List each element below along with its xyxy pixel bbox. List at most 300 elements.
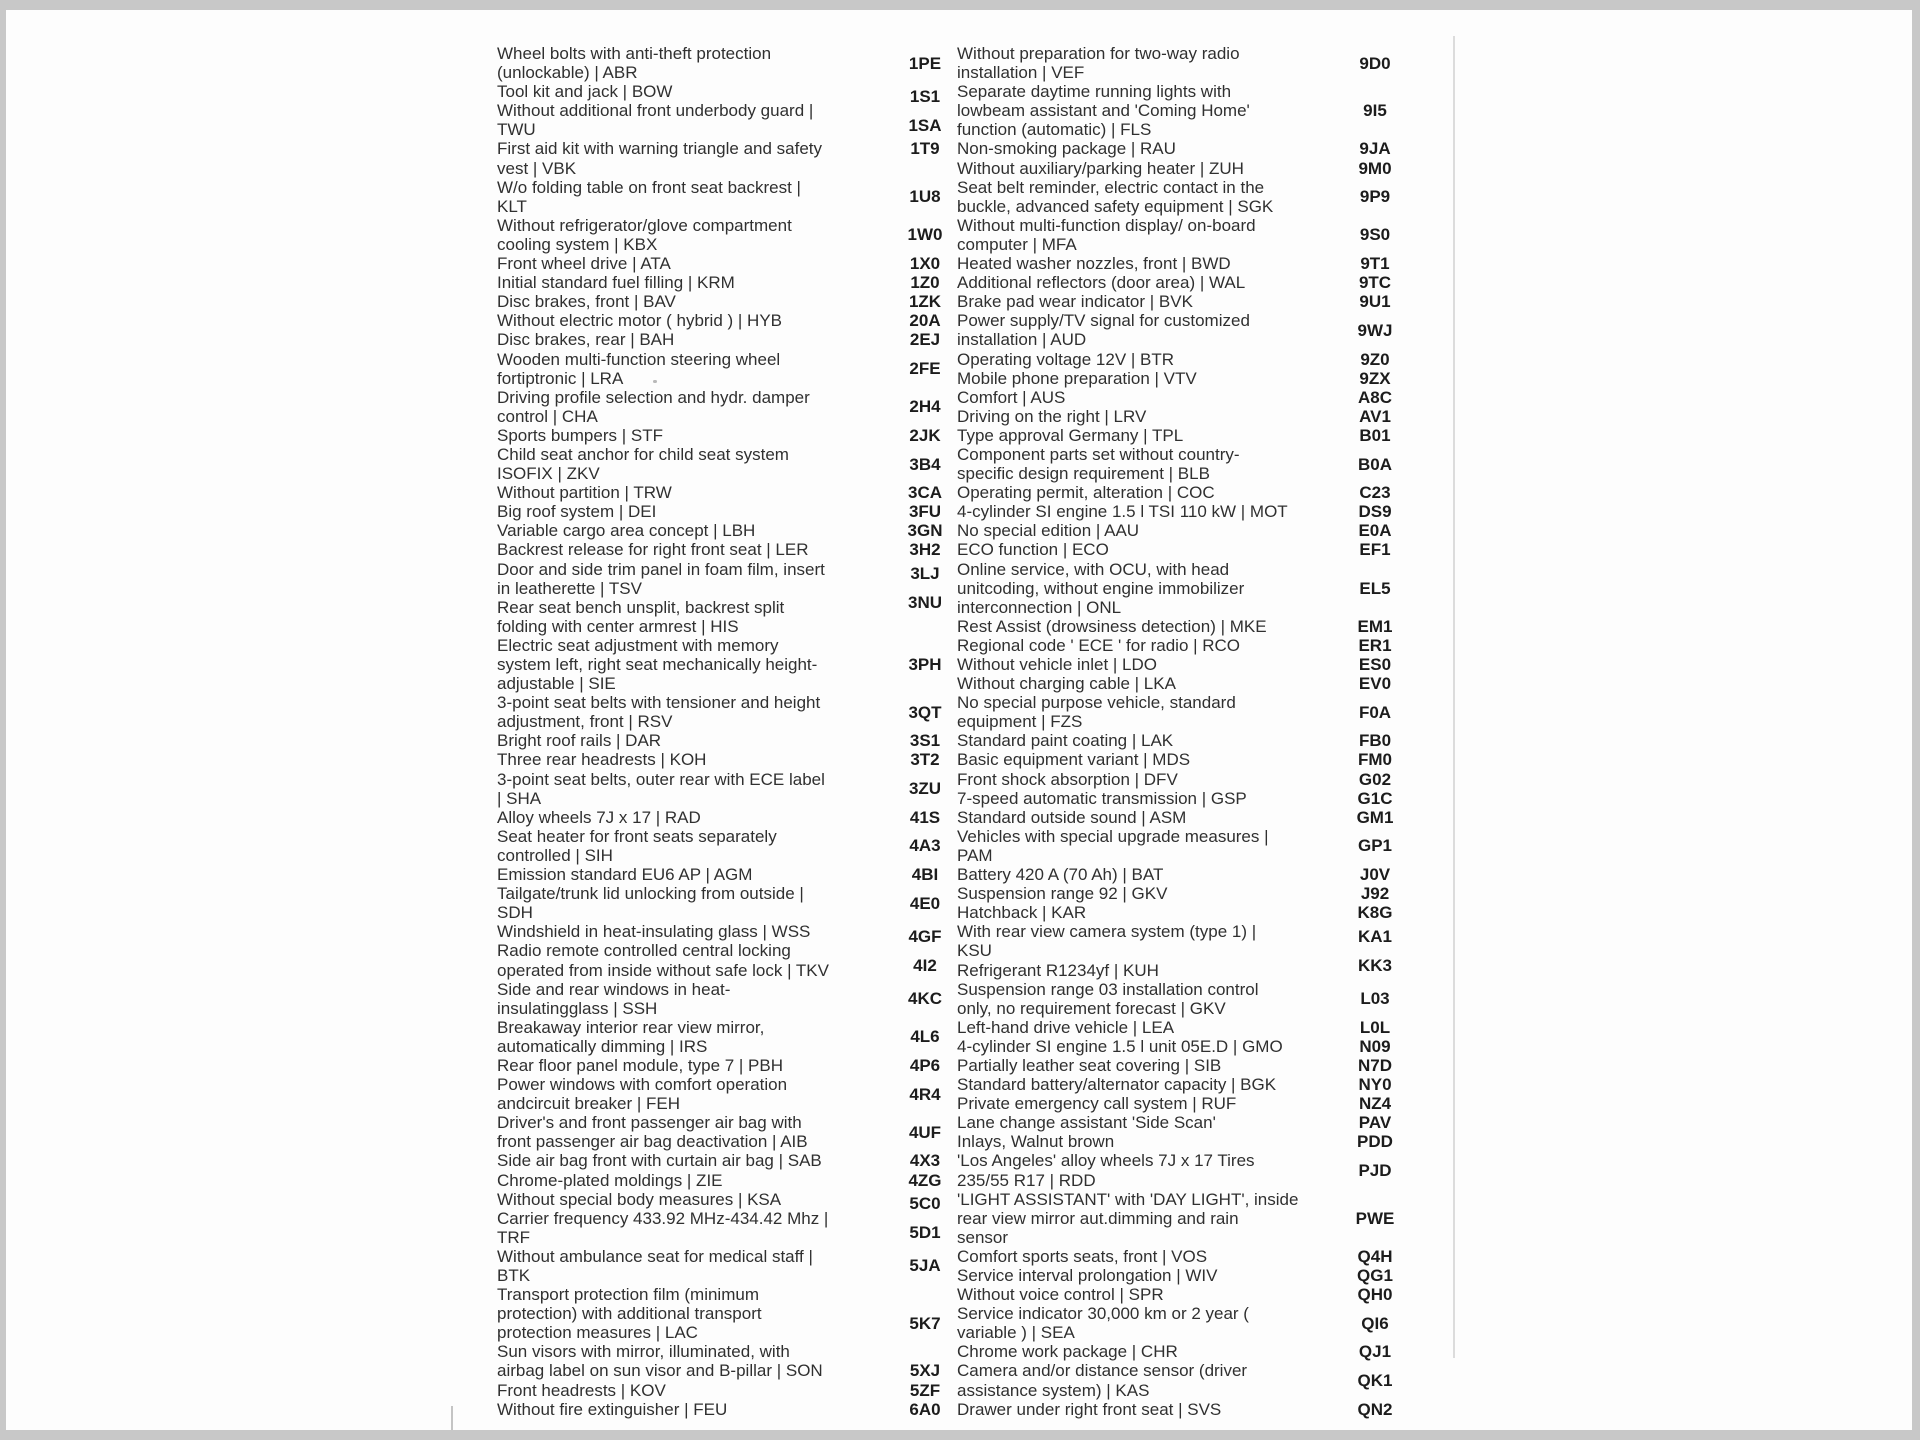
option-code-cell — [893, 350, 957, 388]
option-code-cell — [893, 884, 957, 922]
equipment-description-line: Rear seat bench unsplit, backrest split — [497, 597, 785, 617]
option-description-cell — [957, 311, 1340, 349]
option-description-cell — [957, 731, 1340, 750]
option-description-line: Service indicator 30,000 km or 2 year ( — [957, 1304, 1249, 1324]
option-description-line: Basic equipment variant | MDS — [957, 750, 1191, 770]
option-code-primary: 3T2 — [910, 750, 940, 770]
option-code-cell — [893, 178, 957, 216]
option-code-cell — [893, 1342, 957, 1361]
option-description-line: computer | MFA — [957, 234, 1077, 254]
option-description-line: buckle, advanced safety equipment | SGK — [957, 196, 1274, 216]
option-description-cell — [957, 292, 1340, 311]
option-description-line: Inlays, Walnut brown — [957, 1132, 1115, 1152]
option-code-right-cell — [1340, 655, 1410, 674]
option-description-line: ECO function | ECO — [957, 540, 1109, 560]
option-description-line: Without auxiliary/parking heater | ZUH — [957, 158, 1244, 178]
option-code-cell — [893, 731, 957, 750]
option-row — [893, 82, 1410, 139]
option-description-line: Component parts set without country- — [957, 444, 1240, 464]
option-description-line: Heated washer nozzles, front | BWD — [957, 254, 1231, 274]
option-code-secondary: GP1 — [1357, 836, 1393, 856]
option-description-line: Without voice control | SPR — [957, 1285, 1164, 1305]
option-code-primary: 4BI — [911, 865, 939, 885]
option-code-right-cell — [1340, 1018, 1410, 1056]
equipment-description-line: Wheel bolts with anti-theft protection — [497, 44, 772, 63]
option-code-right-cell — [1340, 1304, 1410, 1342]
middle-column — [893, 44, 1410, 1419]
equipment-description-line: Electric seat adjustment with memory — [497, 635, 779, 655]
option-code-cell — [893, 540, 957, 559]
equipment-description-line: andcircuit breaker | FEH — [497, 1094, 680, 1114]
option-description-line: variable ) | SEA — [957, 1323, 1075, 1343]
option-description-line: Hatchback | KAR — [957, 903, 1087, 923]
option-description-cell — [957, 1285, 1340, 1304]
option-description-cell — [957, 693, 1340, 731]
option-row — [893, 884, 1410, 922]
option-code-right-cell — [1340, 560, 1410, 617]
option-description-line: Refrigerant R1234yf | KUH — [957, 960, 1159, 980]
option-row — [893, 980, 1410, 1018]
option-description-cell — [957, 1056, 1340, 1075]
option-code-right-cell — [1340, 808, 1410, 827]
option-row — [893, 636, 1410, 655]
option-code-cell — [893, 1151, 957, 1189]
equipment-description-line: protection measures | LAC — [497, 1323, 698, 1343]
equipment-description-line: in leatherette | TSV — [497, 578, 642, 598]
option-code-secondary: J0V — [1359, 865, 1391, 885]
equipment-description-line: airbag label on sun visor and B-pillar | SON — [497, 1361, 823, 1381]
option-code-secondary: ES0 — [1358, 655, 1392, 674]
option-description-line: Regional code ' ECE ' for radio | RCO — [957, 635, 1241, 655]
option-row — [893, 750, 1410, 769]
equipment-description-line: Emission standard EU6 AP | AGM — [497, 865, 753, 885]
option-row — [893, 1285, 1410, 1304]
option-code-primary: 1PE — [908, 53, 942, 73]
equipment-description-line: Driving profile selection and hydr. damper — [497, 387, 810, 407]
option-description-line: Additional reflectors (door area) | WAL — [957, 273, 1246, 293]
option-description-cell — [957, 350, 1340, 388]
option-code-cell — [893, 560, 957, 617]
option-row — [893, 273, 1410, 292]
option-code-cell — [893, 82, 957, 139]
equipment-description-line: Side and rear windows in heat- — [497, 979, 731, 999]
option-code-cell — [893, 273, 957, 292]
option-code-cell — [893, 292, 957, 311]
option-code-secondary: G02 — [1358, 769, 1392, 789]
option-code-cell — [893, 502, 957, 521]
option-code-primary: 3NU — [907, 592, 942, 612]
option-code-right-cell — [1340, 884, 1410, 922]
option-row — [893, 521, 1410, 540]
option-code-secondary: K8G — [1357, 903, 1393, 923]
equipment-description-line: Child seat anchor for child seat system — [497, 444, 789, 464]
option-description-line: Chrome work package | CHR — [957, 1342, 1178, 1362]
equipment-description-line: Driver's and front passenger air bag with — [497, 1113, 802, 1133]
option-code-secondary: J92 — [1360, 884, 1390, 904]
equipment-description-line: Rear floor panel module, type 7 | PBH — [497, 1055, 784, 1075]
equipment-description-line: ISOFIX | ZKV — [497, 464, 600, 484]
option-code-right-cell — [1340, 388, 1410, 426]
option-code-secondary: 9P9 — [1359, 187, 1391, 207]
option-description-cell — [957, 808, 1340, 827]
option-description-cell — [957, 540, 1340, 559]
option-row — [893, 1361, 1410, 1399]
option-description-cell — [957, 426, 1340, 445]
option-description-line: Suspension range 92 | GKV — [957, 884, 1168, 904]
option-code-secondary: KK3 — [1357, 955, 1392, 975]
option-code-secondary: L0L — [1359, 1017, 1391, 1037]
option-description-cell — [957, 1361, 1340, 1399]
option-description-cell — [957, 770, 1340, 808]
equipment-description-line: Bright roof rails | DAR — [497, 731, 662, 751]
option-code-secondary: A8C — [1357, 387, 1392, 407]
option-code-cell — [893, 655, 957, 674]
option-code-secondary: 9U1 — [1359, 292, 1391, 312]
option-row — [893, 1190, 1410, 1247]
option-row — [893, 560, 1410, 617]
option-code-right-cell — [1340, 178, 1410, 216]
option-row — [893, 827, 1410, 865]
option-description-cell — [957, 1342, 1340, 1361]
option-description-cell — [957, 636, 1340, 655]
option-row — [893, 139, 1410, 158]
option-description-line: installation | VEF — [957, 63, 1085, 83]
option-row — [893, 693, 1410, 731]
option-code-cell — [893, 636, 957, 655]
option-description-line: Without vehicle inlet | LDO — [957, 655, 1157, 674]
option-description-line: unitcoding, without engine immobilizer — [957, 578, 1245, 598]
option-code-right-cell — [1340, 445, 1410, 483]
option-code-cell — [893, 388, 957, 426]
equipment-description-line: operated from inside without safe lock | TKV — [497, 960, 829, 980]
option-code-secondary: N7D — [1357, 1055, 1392, 1075]
option-description-line: Without multi-function display/ on-board — [957, 215, 1256, 235]
option-description-line: Standard paint coating | LAK — [957, 731, 1174, 751]
option-description-line: Left-hand drive vehicle | LEA — [957, 1017, 1175, 1037]
option-description-cell — [957, 1304, 1340, 1342]
option-row — [893, 1400, 1410, 1419]
option-row — [893, 311, 1410, 349]
option-code-primary: 3GN — [907, 521, 943, 541]
option-description-cell — [957, 216, 1340, 254]
option-description-line: Comfort | AUS — [957, 387, 1066, 407]
option-row — [893, 502, 1410, 521]
option-code-secondary: QH0 — [1357, 1285, 1393, 1305]
option-code-primary: 2H4 — [909, 397, 941, 417]
option-code-cell — [893, 1304, 957, 1342]
option-code-cell — [893, 750, 957, 769]
equipment-description-line: fortiptronic | LRA — [497, 368, 624, 388]
option-code-secondary: 9D0 — [1359, 53, 1391, 73]
option-code-right-cell — [1340, 636, 1410, 655]
option-code-primary: 3S1 — [909, 731, 941, 751]
option-code-right-cell — [1340, 770, 1410, 808]
option-code-right-cell — [1340, 139, 1410, 158]
option-description-line: Driving on the right | LRV — [957, 406, 1147, 426]
option-code-primary: 5K7 — [909, 1313, 941, 1333]
option-row — [893, 922, 1410, 979]
equipment-description-line: TWU — [497, 120, 536, 140]
option-description-cell — [957, 1075, 1340, 1113]
option-code-secondary: 9S0 — [1359, 225, 1391, 245]
option-description-cell — [957, 1018, 1340, 1056]
option-description-cell — [957, 159, 1340, 178]
option-row — [893, 1075, 1410, 1113]
option-code-secondary: FM0 — [1358, 750, 1392, 770]
option-code-cell — [893, 1285, 957, 1304]
option-description-cell — [957, 521, 1340, 540]
equipment-description-line: Backrest release for right front seat | LER — [497, 540, 809, 560]
option-description-cell — [957, 827, 1340, 865]
option-code-secondary: NZ4 — [1358, 1094, 1392, 1114]
option-code-secondary: G1C — [1357, 788, 1393, 808]
option-description-line: Service interval prolongation | WIV — [957, 1266, 1218, 1285]
option-code-right-cell — [1340, 273, 1410, 292]
option-description-line: Power supply/TV signal for customized — [957, 311, 1250, 331]
option-description-cell — [957, 1247, 1340, 1285]
option-code-right-cell — [1340, 693, 1410, 731]
option-code-right-cell — [1340, 617, 1410, 636]
option-row — [893, 426, 1410, 445]
option-row — [893, 254, 1410, 273]
option-description-cell — [957, 1400, 1340, 1419]
equipment-description-line: Windshield in heat-insulating glass | WSS — [497, 922, 811, 942]
option-code-primary: 41S — [909, 807, 941, 827]
equipment-description-line: automatically dimming | IRS — [497, 1036, 708, 1056]
equipment-description-line: 3-point seat belts with tensioner and height — [497, 693, 821, 713]
option-code-cell — [893, 159, 957, 178]
option-code-primary: 1S1 — [909, 86, 941, 106]
option-code-secondary: FB0 — [1358, 731, 1392, 751]
option-description-line: Camera and/or distance sensor (driver — [957, 1361, 1248, 1381]
option-description-line: equipment | FZS — [957, 712, 1083, 732]
option-description-line: Standard battery/alternator capacity | BGK — [957, 1075, 1277, 1095]
option-code-secondary: B0A — [1357, 454, 1392, 474]
option-description-cell — [957, 1113, 1340, 1151]
option-description-line: Battery 420 A (70 Ah) | BAT — [957, 865, 1164, 885]
option-code-primary: 3H2 — [909, 540, 941, 560]
option-code-right-cell — [1340, 216, 1410, 254]
equipment-description-line: Carrier frequency 433.92 MHz-434.42 Mhz | — [497, 1208, 829, 1228]
option-code-right-cell — [1340, 311, 1410, 349]
option-code-cell — [893, 44, 957, 82]
equipment-description-line: protection) with additional transport — [497, 1304, 762, 1324]
option-code-right-cell — [1340, 1113, 1410, 1151]
option-description-cell — [957, 139, 1340, 158]
option-code-secondary: PAV — [1358, 1113, 1392, 1133]
scan-artifact-corner-line — [451, 1406, 453, 1430]
option-code-cell — [893, 808, 957, 827]
option-code-right-cell — [1340, 1151, 1410, 1189]
option-code-cell — [893, 1190, 957, 1247]
option-code-right-cell — [1340, 1342, 1410, 1361]
equipment-description-line: SDH — [497, 903, 533, 923]
equipment-description-line: Without fire extinguisher | FEU — [497, 1399, 728, 1419]
equipment-description-line: W/o folding table on front seat backrest | — [497, 177, 801, 197]
option-row — [893, 808, 1410, 827]
option-code-right-cell — [1340, 674, 1410, 693]
option-code-primary: 1W0 — [907, 225, 943, 245]
option-code-cell — [893, 980, 957, 1018]
option-description-cell — [957, 254, 1340, 273]
option-description-cell — [957, 922, 1340, 979]
option-description-line: With rear view camera system (type 1) | — [957, 922, 1257, 942]
option-code-secondary: QN2 — [1357, 1399, 1393, 1419]
equipment-description-line: Without additional front underbody guard | — [497, 101, 814, 121]
option-code-primary: 3QT — [908, 702, 942, 722]
option-description-line: Suspension range 03 installation control — [957, 979, 1259, 999]
option-description-cell — [957, 1190, 1340, 1247]
option-row — [893, 216, 1410, 254]
option-description-line: interconnection | ONL — [957, 597, 1122, 617]
option-code-cell — [893, 1400, 957, 1419]
equipment-description-line: Three rear headrests | KOH — [497, 750, 707, 770]
option-code-secondary: EV0 — [1358, 674, 1392, 694]
option-description-line: installation | AUD — [957, 330, 1087, 350]
option-description-cell — [957, 617, 1340, 636]
option-row — [893, 731, 1410, 750]
option-row — [893, 159, 1410, 178]
equipment-description-line: controlled | SIH — [497, 845, 613, 865]
option-code-primary: 4L6 — [910, 1027, 940, 1047]
equipment-description-line: Without refrigerator/glove compartment — [497, 215, 792, 235]
option-code-primary: 4E0 — [909, 893, 941, 913]
option-description-line: Without preparation for two-way radio — [957, 44, 1240, 63]
option-description-line: Mobile phone preparation | VTV — [957, 368, 1197, 388]
option-code-secondary: QK1 — [1357, 1371, 1393, 1391]
option-code-secondary: N09 — [1359, 1036, 1391, 1056]
equipment-description-line: Initial standard fuel filling | KRM — [497, 273, 735, 293]
equipment-description-line: Without ambulance seat for medical staff | — [497, 1246, 813, 1266]
option-description-cell — [957, 674, 1340, 693]
option-code-right-cell — [1340, 731, 1410, 750]
option-code-primary: 1U8 — [909, 187, 941, 207]
option-row — [893, 1247, 1410, 1285]
option-description-line: 235/55 R17 | RDD — [957, 1170, 1096, 1190]
equipment-description-line: Radio remote controlled central locking — [497, 941, 791, 961]
option-row — [893, 1113, 1410, 1151]
equipment-description-line: Without special body measures | KSA — [497, 1189, 782, 1209]
equipment-description-line: Chrome-plated moldings | ZIE — [497, 1170, 723, 1190]
option-description-line: No special purpose vehicle, standard — [957, 693, 1236, 713]
option-description-line: Operating voltage 12V | BTR — [957, 349, 1175, 369]
equipment-description-line: Wooden multi-function steering wheel — [497, 349, 781, 369]
option-code-right-cell — [1340, 82, 1410, 139]
option-description-line: Rest Assist (drowsiness detection) | MKE — [957, 616, 1267, 636]
option-code-cell — [893, 1247, 957, 1285]
option-code-right-cell — [1340, 1190, 1410, 1247]
option-code-primary: 5ZF — [909, 1380, 941, 1400]
option-description-line: 'Los Angeles' alloy wheels 7J x 17 Tires — [957, 1151, 1255, 1171]
option-code-secondary: GM1 — [1356, 807, 1394, 827]
option-code-right-cell — [1340, 502, 1410, 521]
equipment-description-line: Tailgate/trunk lid unlocking from outside | — [497, 884, 804, 904]
option-row — [893, 1342, 1410, 1361]
option-code-cell — [893, 1018, 957, 1056]
option-description-line: PAM — [957, 845, 993, 865]
option-code-cell — [893, 254, 957, 273]
option-code-primary: 4GF — [908, 927, 942, 947]
option-code-primary: 2JK — [909, 425, 941, 445]
option-code-secondary: F0A — [1358, 702, 1392, 722]
equipment-description-line: Sports bumpers | STF — [497, 425, 663, 445]
option-code-primary: 4P6 — [909, 1055, 941, 1075]
option-code-cell — [893, 1056, 957, 1075]
equipment-description-line: Breakaway interior rear view mirror, — [497, 1017, 765, 1037]
option-description-line: Standard outside sound | ASM — [957, 807, 1187, 827]
equipment-description-line: Disc brakes, front | BAV — [497, 292, 676, 312]
left-column — [497, 44, 829, 1419]
equipment-description-line: Variable cargo area concept | LBH — [497, 521, 756, 541]
option-row — [893, 770, 1410, 808]
scan-artifact-dot — [653, 380, 657, 383]
option-code-secondary: Q4H — [1357, 1246, 1393, 1266]
option-code-cell — [893, 521, 957, 540]
equipment-description-line: | SHA — [497, 788, 542, 808]
option-description-line: No special edition | AAU — [957, 521, 1140, 541]
option-description-line: Partially leather seat covering | SIB — [957, 1055, 1222, 1075]
option-code-primary: 3LJ — [910, 564, 940, 584]
option-description-cell — [957, 980, 1340, 1018]
option-row — [893, 674, 1410, 693]
option-code-right-cell — [1340, 827, 1410, 865]
option-code-primary: 4UF — [908, 1122, 942, 1142]
equipment-description-line: Transport protection film (minimum — [497, 1285, 759, 1305]
option-description-line: sensor — [957, 1227, 1009, 1247]
option-code-cell — [893, 922, 957, 979]
option-code-secondary: EF1 — [1359, 540, 1391, 560]
option-description-line: Non-smoking package | RAU — [957, 139, 1176, 159]
option-description-line: Front shock absorption | DFV — [957, 769, 1178, 789]
option-code-secondary: PWE — [1355, 1208, 1395, 1228]
option-description-line: KSU — [957, 941, 992, 961]
option-code-right-cell — [1340, 865, 1410, 884]
scan-artifact-vertical-line — [1453, 36, 1455, 1358]
option-code-secondary: DS9 — [1358, 502, 1392, 522]
option-code-primary: 4A3 — [909, 836, 941, 856]
option-row — [893, 655, 1410, 674]
option-code-primary: 4I2 — [913, 955, 937, 975]
option-row — [893, 292, 1410, 311]
option-row — [893, 483, 1410, 502]
equipment-description-line: 3-point seat belts, outer rear with ECE label — [497, 769, 825, 789]
option-description-line: function (automatic) | FLS — [957, 120, 1152, 140]
option-code-secondary: E0A — [1358, 521, 1392, 541]
option-row — [893, 1018, 1410, 1056]
option-row — [893, 44, 1410, 82]
option-code-primary: 4R4 — [909, 1084, 941, 1104]
option-code-cell — [893, 483, 957, 502]
option-description-line: lowbeam assistant and 'Coming Home' — [957, 101, 1250, 121]
option-description-line: 4-cylinder SI engine 1.5 l unit 05E.D | GMO — [957, 1036, 1283, 1056]
option-description-line: Operating permit, alteration | COC — [957, 483, 1215, 503]
option-code-cell — [893, 445, 957, 483]
equipment-description-line: folding with center armrest | HIS — [497, 616, 739, 636]
option-code-right-cell — [1340, 159, 1410, 178]
option-description-line: Online service, with OCU, with head — [957, 559, 1230, 579]
option-code-primary: 4X3 — [909, 1151, 941, 1171]
option-code-secondary: PJD — [1358, 1160, 1392, 1180]
option-code-secondary: B01 — [1359, 425, 1391, 445]
option-code-right-cell — [1340, 44, 1410, 82]
option-code-right-cell — [1340, 350, 1410, 388]
option-code-secondary: NY0 — [1358, 1075, 1392, 1095]
option-code-secondary: ER1 — [1358, 635, 1392, 655]
equipment-description-line: Door and side trim panel in foam film, insert — [497, 559, 825, 579]
equipment-description-line: Big roof system | DEI — [497, 502, 657, 522]
equipment-description-line: system left, right seat mechanically height- — [497, 655, 818, 674]
option-code-primary: 20A — [909, 311, 941, 331]
